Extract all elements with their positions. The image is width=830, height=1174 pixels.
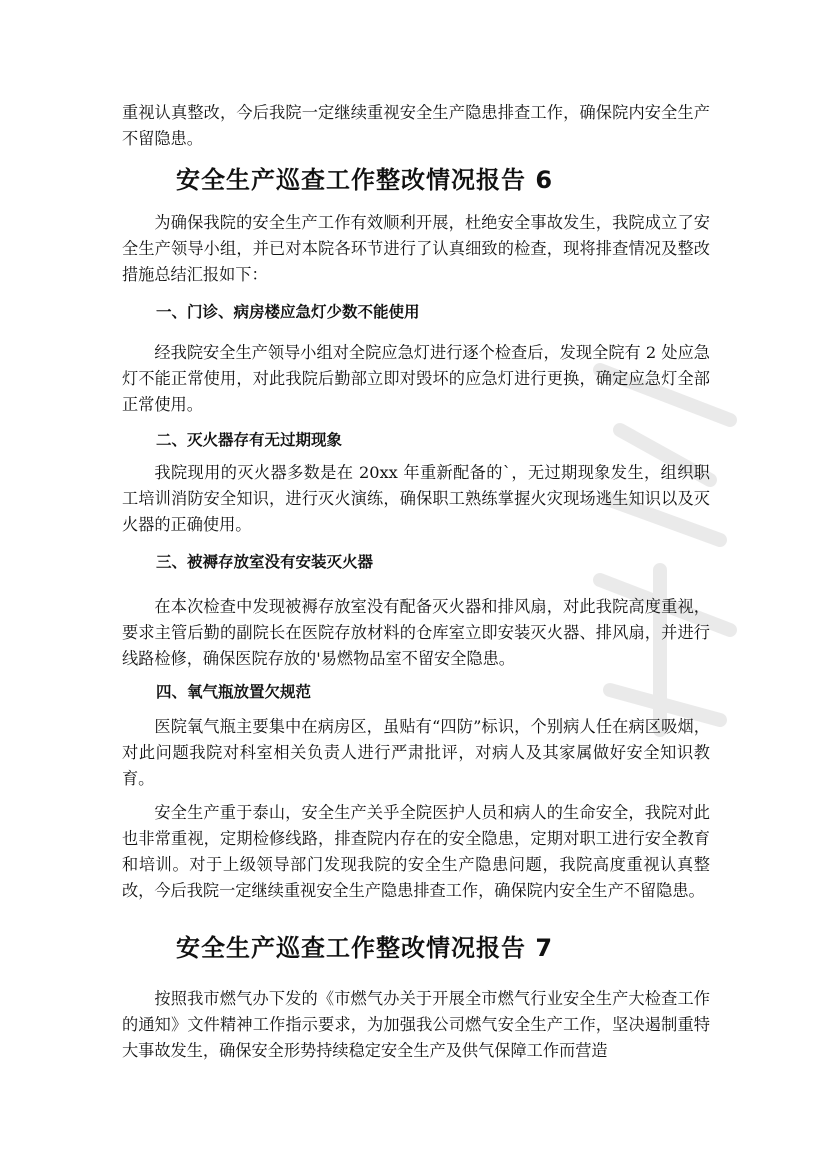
section-3-body: 在本次检查中发现被褥存放室没有配备灭火器和排风扇，对此我院高度重视，要求主管后勤的副院长在医院存放材料的仓库室立即安装灭火器、排风扇，并进行线路检修，确保医院存放的'易燃物品室不留安全隐患。 xyxy=(122,597,710,668)
section-2-body: 我院现用的灭火器多数是在 20xx 年重新配备的`，无过期现象发生，组织职工培训消防安全知识，进行灭火演练，确保职工熟练掌握火灾现场逃生知识以及灭火器的正确使用。 xyxy=(122,463,710,534)
report-7-intro: 按照我市燃气办下发的《市燃气办关于开展全市燃气行业安全生产大检查工作的通知》文件精神工作指示要求，为加强我公司燃气安全生产工作，坚决遏制重特大事故发生，确保安全形势持续稳定安全生产及供气保障工作而营造 xyxy=(122,989,710,1060)
section-3-heading: 三、被褥存放室没有安装灭火器 xyxy=(156,553,374,571)
report-7-title: 安全生产巡查工作整改情况报告 7 xyxy=(176,934,554,962)
section-1-body: 经我院安全生产领导小组对全院应急灯进行逐个检查后，发现全院有 2 处应急灯不能正常使用，对此我院后勤部立即对毁坏的应急灯进行更换，确定应急灯全部正常使用。 xyxy=(122,343,710,414)
section-4-heading: 四、氧气瓶放置欠规范 xyxy=(156,683,312,701)
section-4-body: 医院氧气瓶主要集中在病房区，虽贴有“四防”标识，个别病人任在病区吸烟，对此问题我院对科室相关负责人进行严肃批评，对病人及其家属做好安全知识教育。 xyxy=(122,717,710,788)
report-6-intro: 为确保我院的安全生产工作有效顺利开展，杜绝安全事故发生，我院成立了安全生产领导小组，并已对本院各环节进行了认真细致的检查，现将排查情况及整改措施总结汇报如下： xyxy=(122,213,710,284)
section-2-heading: 二、灭火器存有无过期现象 xyxy=(156,431,343,449)
section-1-heading: 一、门诊、病房楼应急灯少数不能使用 xyxy=(156,303,420,321)
intro-tail-paragraph: 重视认真整改，今后我院一定继续重视安全生产隐患排查工作，确保院内安全生产不留隐患。 xyxy=(122,103,710,148)
report-6-title: 安全生产巡查工作整改情况报告 6 xyxy=(176,166,554,194)
report-6-conclusion: 安全生产重于泰山，安全生产关乎全院医护人员和病人的生命安全，我院对此也非常重视，定期检修线路，排查院内存在的安全隐患，定期对职工进行安全教育和培训。对于上级领导部门发现我院的安全生产隐患问题，我院高度重视认真整改，今后我院一定继续重视安全生产隐患排查工作，确保院内安全生产不留隐患。 xyxy=(122,803,710,900)
